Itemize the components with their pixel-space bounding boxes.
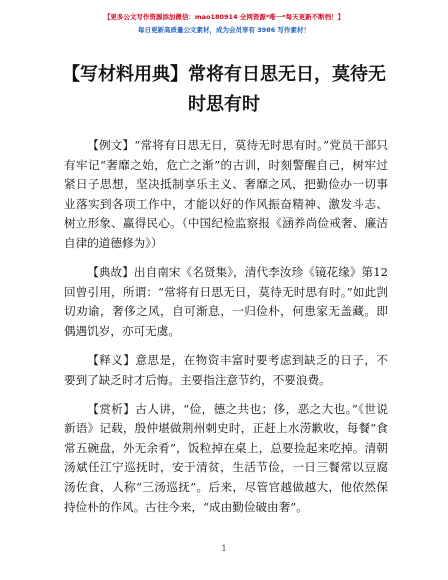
paragraph-allusion [64,263,388,341]
page-number: 1 [221,544,227,553]
section-tag-appreciation: 【赏析】 [87,401,136,416]
paragraph-text-allusion: 出自南宋《名贤集》，清代李汝珍《镜花缘》第12回曾引用，所谓：“常将有日思无日，莫待无时思有时。”如此剀切劝谕，奢侈之风，自可渐息，一归俭朴，何患家无盖藏。即偶遇饥岁，亦可无虞。 [64,265,388,338]
promo-banner-line-1: 【更多公文写作资源添加微信：mao180914 全网资源*唯一*每天更新不断档！】 [103,13,345,21]
paragraph-text-appreciation: 古人讲，“俭，德之共也；侈，恶之大也。”《世说新语》记载，殷仲堪做荆州刺史时，正赶上水涝歉收，每餐“食常五碗盘，外无余肴”，饭粒掉在桌上，总要捡起来吃掉。清朝汤斌任江宁巡抚时，安于清贫，生活节俭，一日三餐常以豆腐汤佐食，人称“三汤巡抚”。后来，尽管官越做越大，他依然保持俭朴的作风。古往今来，“成由勤俭破由奢”。 [64,401,388,514]
section-tag-allusion: 【典故】 [87,265,134,280]
paragraph-text-meaning: 意思是，在物资丰富时要考虑到缺乏的日子，不要到了缺乏时才后悔。主要指注意节约，不要浪费。 [64,352,388,387]
section-tag-example: 【例文】 [87,138,135,152]
promo-banner-line-2: 每日更新高质量公文素材，成为会员享有 3986 写作素材！ [137,26,311,34]
document-title: 【写材料用典】常将有日思无日，莫待无时思有时 [62,64,386,115]
paragraph-appreciation [64,400,388,518]
paragraph-meaning [64,351,388,390]
document-body [64,136,388,527]
paragraph-text-example: “常将有日思无日，莫待无时思有时。”党员干部只有牢记“奢靡之始，危亡之渐”的古训，时刻警醒自己，树牢过紧日子思想，坚决抵制享乐主义、奢靡之风，把勤俭办一切事业落实到各项工作中，才能以好的作风振奋精神、激发斗志、树立形象、赢得民心。（中国纪检监察报《涵养尚俭戒奢、廉洁自律的道德修为》） [64,138,388,250]
section-tag-meaning: 【释义】 [87,352,136,367]
paragraph-example [64,136,388,254]
